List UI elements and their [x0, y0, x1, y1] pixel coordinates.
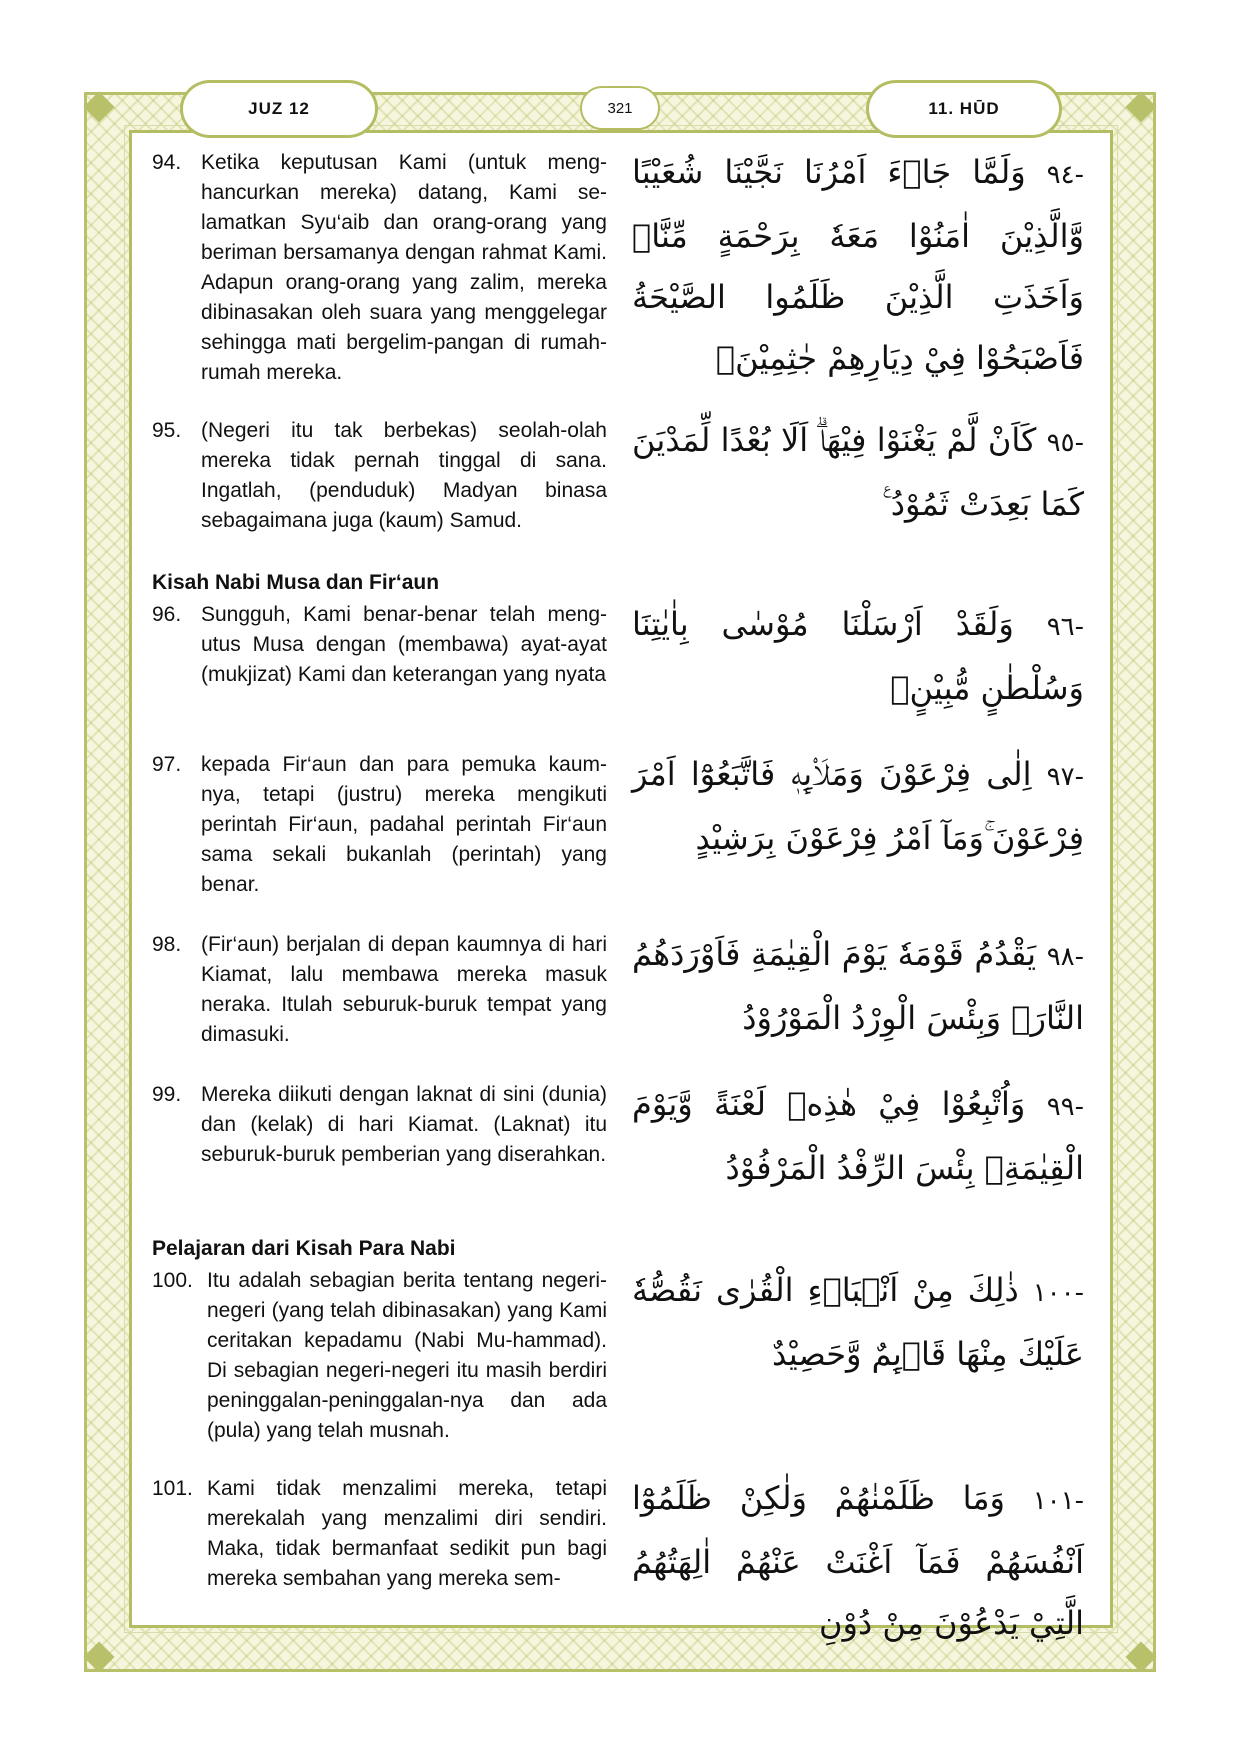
section-heading: Pelajaran dari Kisah Para Nabi [152, 1237, 456, 1260]
verse-translation: kepada Fir‘aun dan para pemuka kaum-nya, tetapi (justru) mereka mengikuti perintah Fir‘aun, padahal perintah Fir‘aun sama sekali bukanlah (perintah) yang benar. [201, 753, 607, 896]
verse-arabic [632, 594, 1084, 719]
juz-label: JUZ 12 [180, 80, 378, 138]
verse-number: 96. [152, 603, 182, 626]
arabic-verse-number: -٩٩ [1046, 1092, 1085, 1122]
verse-arabic [632, 744, 1084, 869]
verse-translation: Sungguh, Kami benar-benar telah meng-utus Musa dengan (membawa) ayat-ayat (mukjizat) Kami dan keterangan yang nyata [201, 603, 607, 686]
arabic-text: وَاُتْبِعُوْا فِيْ هٰذِهٖ لَعْنَةً وَّيَوْمَ الْقِيٰمَةِۗ بِئْسَ الرِّفْدُ الْمَرْفُوْدُ [632, 1085, 1084, 1187]
verse-number: 94. [152, 151, 182, 174]
verse-arabic [632, 1074, 1084, 1199]
arabic-text: وَلَقَدْ اَرْسَلْنَا مُوْسٰى بِاٰيٰتِنَا وَسُلْطٰنٍ مُّبِيْنٍۙ [632, 605, 1084, 707]
verse-number: 95. [152, 419, 182, 442]
arabic-text: يَقْدُمُ قَوْمَهٗ يَوْمَ الْقِيٰمَةِ فَاَوْرَدَهُمُ النَّارَۗ وَبِئْسَ الْوِرْدُ الْمَوْرُوْدُ [632, 935, 1084, 1037]
arabic-text: وَمَا ظَلَمْنٰهُمْ وَلٰكِنْ ظَلَمُوْٓا اَنْفُسَهُمْ فَمَآ اَغْنَتْ عَنْهُمْ اٰلِهَتُهُمُ الَّتِيْ يَدْعُوْنَ مِنْ دُوْنِ [632, 1479, 1084, 1642]
verse-translation: (Fir‘aun) berjalan di depan kaumnya di hari Kiamat, lalu membawa mereka masuk neraka. Itulah seburuk-buruk tempat yang dimasuki. [201, 933, 607, 1046]
verse-arabic [632, 142, 1084, 389]
arabic-text: كَاَنْ لَّمْ يَغْنَوْا فِيْهَاۗ اَلَا بُعْدًا لِّمَدْيَنَ كَمَا بَعِدَتْ ثَمُوْدُ ࣖ [632, 421, 1084, 523]
verse-number: 97. [152, 753, 182, 776]
verse-translation: (Negeri itu tak berbekas) seolah-olah mereka tidak pernah tinggal di sana. Ingatlah, (penduduk) Madyan binasa sebagaimana juga (kaum) Samud. [201, 419, 607, 532]
arabic-verse-number: -٩٤ [1046, 160, 1084, 190]
verse-number: 100. [152, 1269, 193, 1292]
verse-number: 99. [152, 1083, 182, 1106]
section-heading: Kisah Nabi Musa dan Fir‘aun [152, 571, 440, 594]
arabic-text: اِلٰى فِرْعَوْنَ وَمَلَا۟ىِٕهٖ فَاتَّبَعُوْٓا اَمْرَ فِرْعَوْنَ ۚوَمَآ اَمْرُ فِرْعَوْنَ بِرَشِيْدٍ [632, 755, 1084, 857]
verse-number: 98. [152, 933, 182, 956]
verse-arabic [632, 1260, 1084, 1385]
arabic-verse-number: -٩٥ [1046, 428, 1084, 458]
verse-arabic [632, 1468, 1084, 1654]
verse-arabic [632, 410, 1084, 535]
arabic-text: وَلَمَّا جَاۤءَ اَمْرُنَا نَجَّيْنَا شُعَيْبًا وَّالَّذِيْنَ اٰمَنُوْا مَعَهٗ بِرَحْمَةٍ مِّنَّاۚ وَاَخَذَتِ الَّذِيْنَ ظَلَمُوا الصَّيْحَةُ فَاَصْبَحُوْا فِيْ دِيَارِهِمْ جٰثِمِيْنَۙ [632, 153, 1084, 377]
arabic-text: ذٰلِكَ مِنْ اَنْۢبَاۤءِ الْقُرٰى نَقُصُّهٗ عَلَيْكَ مِنْهَا قَاۤىِٕمٌ وَّحَصِيْدٌ [632, 1271, 1084, 1373]
verse-translation: Ketika keputusan Kami (untuk meng-hancurkan mereka) datang, Kami se-lamatkan Syu‘aib dan orang-orang yang beriman bersamanya dengan rahmat Kami. Adapun orang-orang yang zalim, mereka dibinasakan oleh suara yang menggelegar sehingga mati bergelim-pangan di rumah-rumah mereka. [201, 151, 607, 384]
verse-translation: Kami tidak menzalimi mereka, tetapi merekalah yang menzalimi diri sendiri. Maka, tidak bermanfaat sedikit pun bagi mereka sembahan yang mereka sem- [207, 1477, 607, 1590]
arabic-verse-number: -١٠٠ [1032, 1278, 1085, 1308]
page-number: 321 [580, 86, 660, 130]
verse-arabic [632, 924, 1084, 1049]
verse-translation: Itu adalah sebagian berita tentang negeri-negeri (yang telah dibinasakan) yang Kami ceritakan kepadamu (Nabi Mu-hammad). Di sebagian negeri-negeri itu masih berdiri peninggalan-peninggalan-nya dan ada (pula) yang telah musnah. [207, 1269, 607, 1442]
arabic-verse-number: -٩٦ [1046, 612, 1085, 642]
surah-label: 11. HŪD [866, 80, 1062, 138]
verse-translation: Mereka diikuti dengan laknat di sini (dunia) dan (kelak) di hari Kiamat. (Laknat) itu seburuk-buruk pemberian yang diserahkan. [201, 1083, 607, 1166]
arabic-verse-number: -٩٨ [1046, 942, 1085, 972]
verse-number: 101. [152, 1477, 193, 1500]
arabic-verse-number: -١٠١ [1032, 1486, 1084, 1516]
arabic-verse-number: -٩٧ [1046, 762, 1084, 792]
